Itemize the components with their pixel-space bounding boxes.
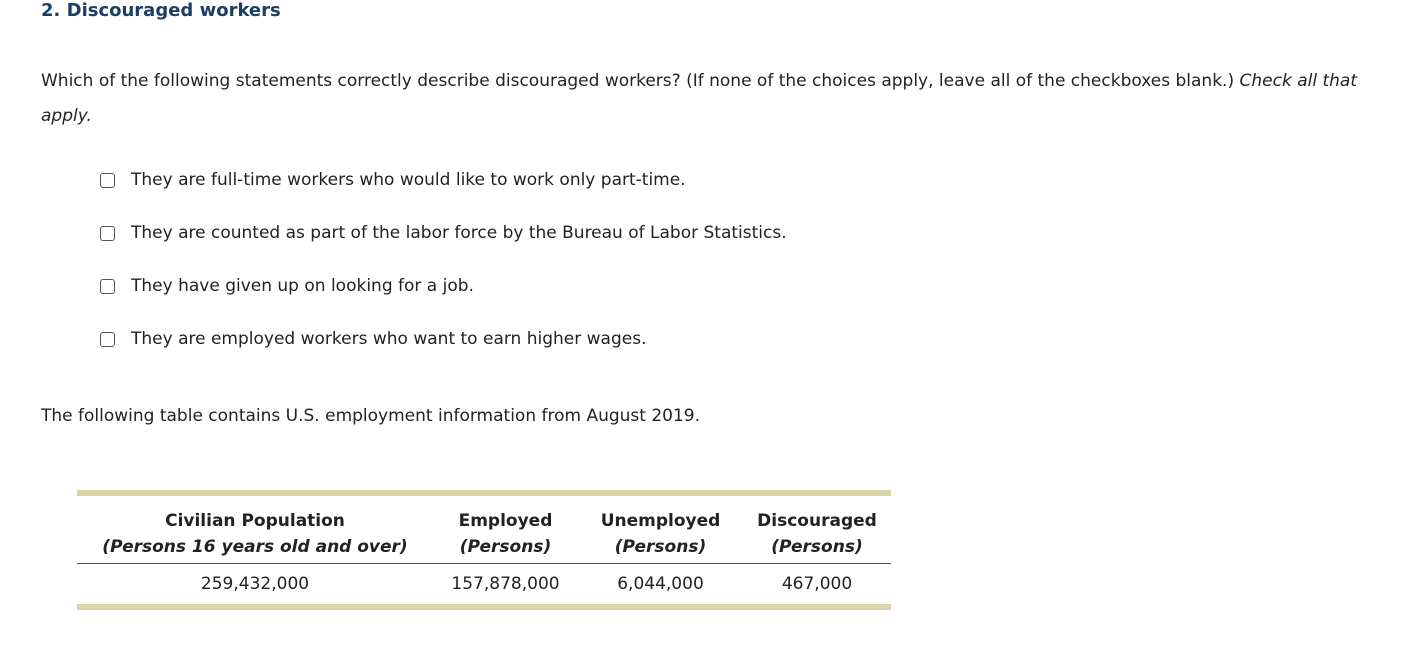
- option-1-label[interactable]: They are full-time workers who would like to work only part-time.: [131, 170, 686, 190]
- header-unemployed: Unemployed: [600, 511, 721, 531]
- cell-employed: 157,878,000: [451, 574, 560, 594]
- cell-discouraged: 467,000: [781, 574, 853, 594]
- employment-table: [77, 490, 891, 610]
- answer-options: [100, 162, 787, 374]
- header-employed: Employed: [458, 511, 553, 531]
- question-instruction: Check all that apply.: [41, 71, 1357, 126]
- subheader-civilian-population: (Persons 16 years old and over): [77, 531, 433, 564]
- table-subheader-row: [77, 531, 891, 564]
- table-header-row: [77, 496, 891, 531]
- header-civilian-population: Civilian Population: [165, 511, 345, 531]
- option-1[interactable]: [100, 162, 787, 198]
- option-2-checkbox[interactable]: [100, 226, 115, 241]
- subheader-employed: (Persons): [433, 531, 578, 564]
- option-1-checkbox[interactable]: [100, 173, 115, 188]
- subheader-discouraged: (Persons): [743, 531, 891, 564]
- option-4-label[interactable]: They are employed workers who want to earn higher wages.: [131, 329, 647, 349]
- question-text: [41, 64, 1413, 134]
- cell-civilian-population: 259,432,000: [200, 574, 310, 594]
- option-2[interactable]: [100, 215, 787, 251]
- option-3-label[interactable]: They have given up on looking for a job.: [131, 276, 474, 296]
- subheader-unemployed: (Persons): [578, 531, 743, 564]
- option-4[interactable]: [100, 321, 787, 357]
- option-3-checkbox[interactable]: [100, 279, 115, 294]
- header-discouraged: Discouraged: [757, 511, 877, 531]
- option-3[interactable]: [100, 268, 787, 304]
- question-prompt: Which of the following statements correctly describe discouraged workers? (If none of the choices apply, leave all of the checkboxes blank.): [41, 71, 1240, 91]
- option-4-checkbox[interactable]: [100, 332, 115, 347]
- page-title: 2. Discouraged workers: [41, 0, 281, 21]
- table-row: [77, 564, 891, 605]
- option-2-label[interactable]: They are counted as part of the labor force by the Bureau of Labor Statistics.: [131, 223, 787, 243]
- cell-unemployed: 6,044,000: [617, 574, 704, 594]
- table-intro: The following table contains U.S. employment information from August 2019.: [41, 406, 701, 426]
